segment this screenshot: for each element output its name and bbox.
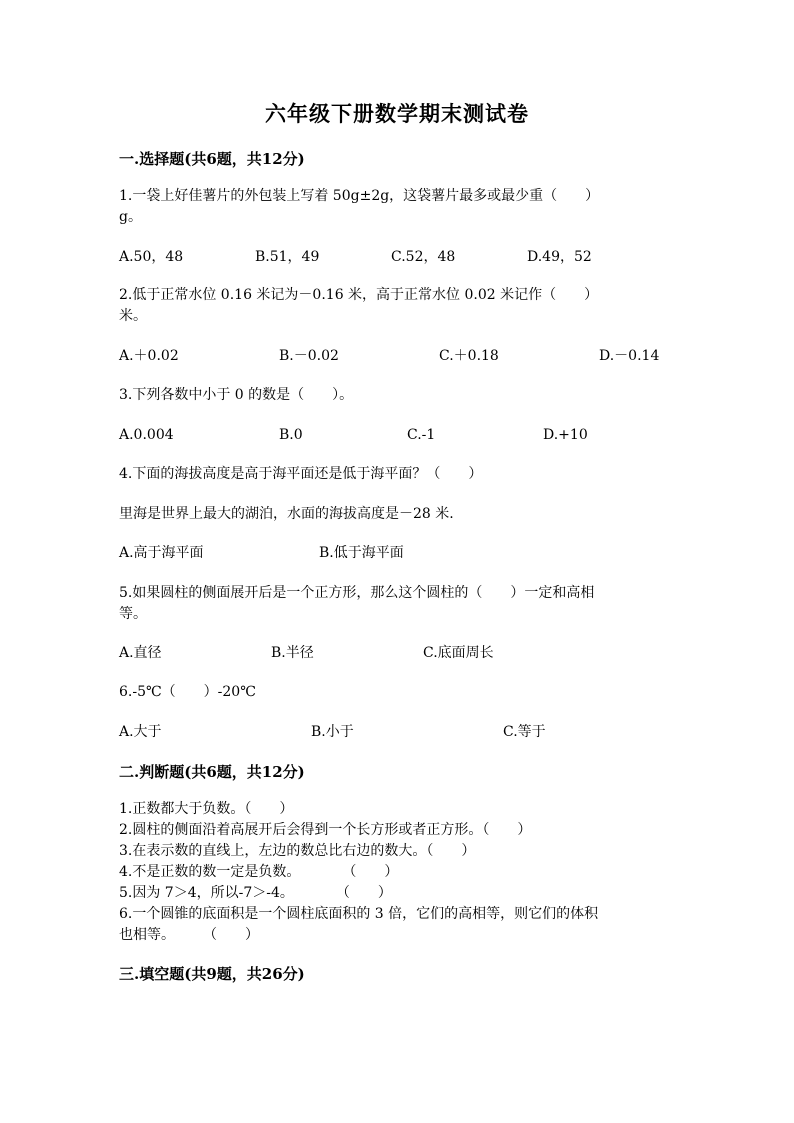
option-b: B.0 [279,427,303,443]
option-b: B.小于 [311,724,354,740]
question-text: 5.如果圆柱的侧面展开后是一个正方形，那么这个圆柱的（ ）一定和高相 [119,585,595,601]
option-b: B.半径 [271,645,314,661]
judgment-item: 1.正数都大于负数。（ ） [119,801,294,817]
question-text: 6.-5℃（ ）-20℃ [119,684,256,700]
option-a: A.高于海平面 [119,545,204,561]
question-text: 1.一袋上好佳薯片的外包装上写着 50g±2g，这袋薯片最多或最少重（ ） [119,188,600,204]
section-heading-fill: 三.填空题(共9题，共26分) [119,965,305,983]
option-a: A.0.004 [119,427,174,443]
option-c: C.-1 [407,427,436,443]
option-a: A.直径 [119,645,162,661]
option-d: D.+10 [543,427,588,443]
question-text: 米。 [119,308,147,324]
option-b: B.－0.02 [279,348,339,364]
judgment-item: 6.一个圆锥的底面积是一个圆柱底面积的 3 倍，它们的高相等，则它们的体积 [119,906,599,922]
option-b: B.低于海平面 [319,545,404,561]
judgment-item: 2.圆柱的侧面沿着高展开后会得到一个长方形或者正方形。（ ） [119,822,532,838]
option-d: D.49，52 [527,249,592,265]
option-a: A.50，48 [119,249,184,265]
judgment-item: 4.不是正数的数一定是负数。 （ ） [119,864,399,880]
question-text: 4.下面的海拔高度是高于海平面还是低于海平面？（ ） [119,466,483,482]
option-a: A.大于 [119,724,162,740]
judgment-item: 5.因为 7＞4，所以-7＞-4。 （ ） [119,885,392,901]
question-text: 等。 [119,606,147,622]
section-heading-choice: 一.选择题(共6题，共12分) [119,150,305,168]
judgment-item: 3.在表示数的直线上，左边的数总比右边的数大。（ ） [119,843,476,859]
question-text: 里海是世界上最大的湖泊，水面的海拔高度是－28 米. [119,506,454,522]
option-c: C.等于 [503,724,546,740]
option-d: D.－0.14 [599,348,660,364]
option-a: A.＋0.02 [119,348,179,364]
option-c: C.52，48 [391,249,456,265]
question-text: 2.低于正常水位 0.16 米记为－0.16 米，高于正常水位 0.02 米记作（ ） [119,287,599,303]
option-c: C.底面周长 [423,645,494,661]
option-b: B.51，49 [255,249,320,265]
option-c: C.＋0.18 [439,348,499,364]
section-heading-judgment: 二.判断题(共6题，共12分) [119,763,305,781]
question-text: 3.下列各数中小于 0 的数是（ ）。 [119,387,354,403]
page-title: 六年级下册数学期末测试卷 [265,101,529,126]
judgment-item: 也相等。 （ ） [119,927,259,943]
question-text: g。 [119,209,142,225]
